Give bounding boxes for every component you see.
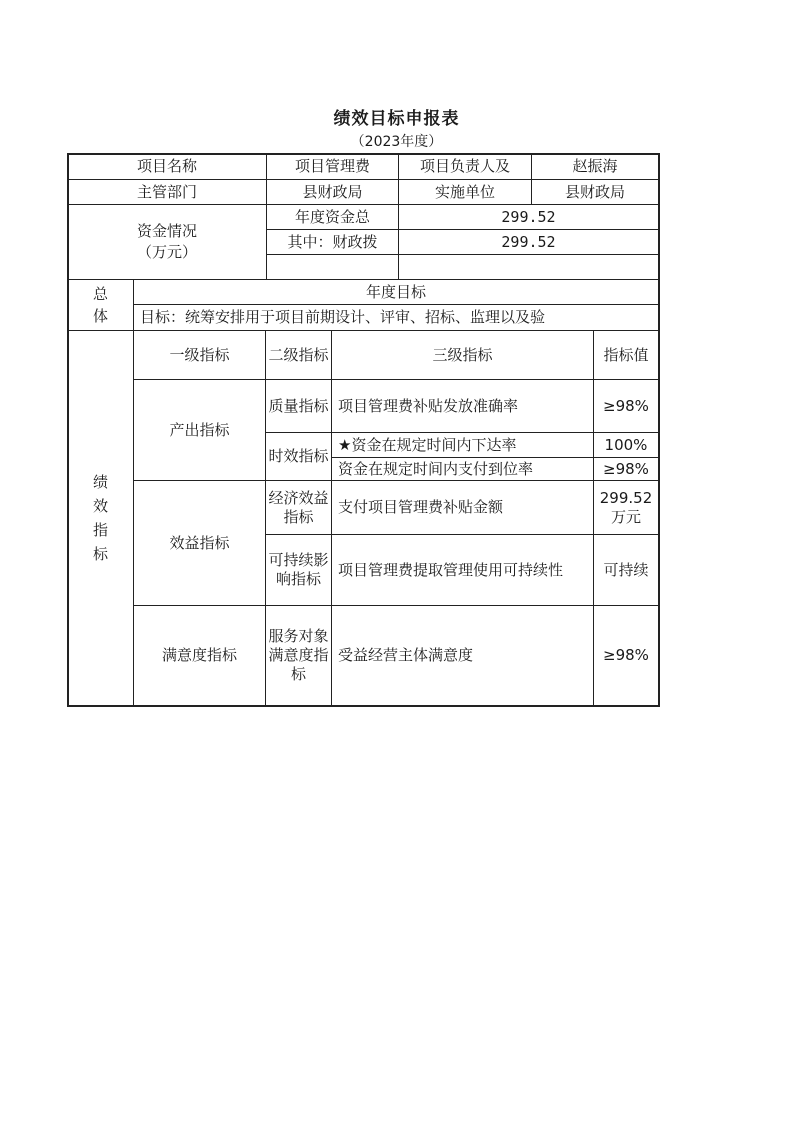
indicators-side-char: 绩 — [92, 473, 108, 491]
quality-indicator-value: ≥98% — [603, 396, 649, 415]
annual-goal-text: 目标：统筹安排用于项目前期设计、评审、招标、监理以及验 — [140, 308, 546, 326]
timeliness-indicator-label: 时效指标 — [268, 447, 329, 465]
level2-header: 二级指标 — [268, 345, 329, 364]
overall-side-label — [68, 280, 133, 330]
timeliness-value-1: 100% — [604, 435, 648, 454]
sustainability-indicator-value: 可持续 — [603, 560, 649, 579]
table-border-right — [658, 153, 660, 707]
economic-indicator-label: 经济效益指标 — [268, 488, 329, 526]
indicators-side-char: 效 — [92, 497, 108, 515]
fiscal-funds-value: 299.52 — [501, 232, 556, 251]
row-line — [266, 254, 660, 255]
page-title: 绩效目标申报表 — [333, 109, 460, 129]
annual-funds-label: 年度资金总 — [294, 207, 370, 226]
funds-label — [68, 205, 266, 279]
sustainability-indicator-label: 可持续影响指标 — [268, 551, 329, 588]
timeliness-value-2: ≥98% — [603, 459, 649, 478]
economic-indicator-item: 支付项目管理费补贴金额 — [338, 498, 504, 516]
indicators-side-label — [68, 331, 133, 705]
economic-indicator-value: 299.52万元 — [599, 488, 653, 526]
sustainability-indicator-item: 项目管理费提取管理使用可持续性 — [338, 560, 564, 579]
project-name-label: 项目名称 — [136, 157, 197, 175]
timeliness-item-1: ★资金在规定时间内下达率 — [338, 435, 517, 454]
satisfaction-indicator-item: 受益经营主体满意度 — [338, 646, 474, 664]
satisfaction-indicator-value: ≥98% — [603, 646, 649, 664]
quality-indicator-item: 项目管理费补贴发放准确率 — [338, 396, 519, 415]
page-subtitle-year: （2023年度） — [350, 134, 443, 150]
indicators-side-char: 标 — [92, 545, 108, 563]
overall-side-char: 体 — [92, 307, 108, 325]
satisfaction-indicator-label: 满意度指标 — [161, 646, 237, 664]
level3-header: 三级指标 — [432, 345, 493, 364]
table-border-bottom — [67, 705, 660, 707]
project-leader-label: 项目负责人及 — [419, 157, 510, 175]
annual-funds-value: 299.52 — [501, 207, 556, 226]
funds-label-line1: 资金情况 — [136, 222, 197, 240]
indicators-side-char: 指 — [92, 521, 108, 539]
service-satisfaction-label: 服务对象满意度指标 — [268, 627, 329, 683]
fiscal-funds-label: 其中：财政拨 — [287, 232, 378, 251]
overall-side-char: 总 — [92, 285, 108, 303]
col-line — [265, 330, 266, 707]
level1-header: 一级指标 — [169, 345, 230, 364]
annual-goal-header: 年度目标 — [365, 282, 426, 301]
implementer-label: 实施单位 — [434, 182, 495, 201]
department-value: 县财政局 — [302, 182, 363, 201]
timeliness-item-2: 资金在规定时间内支付到位率 — [338, 459, 534, 478]
department-label: 主管部门 — [136, 182, 197, 201]
project-leader-value: 赵振海 — [572, 157, 618, 175]
quality-indicator-label: 质量指标 — [268, 396, 329, 415]
benefit-indicator-label: 效益指标 — [169, 533, 230, 552]
implementer-value: 县财政局 — [564, 182, 625, 201]
funds-label-line2: （万元） — [136, 243, 197, 261]
value-header: 指标值 — [603, 345, 649, 364]
project-name-value: 项目管理费 — [294, 157, 370, 175]
output-indicator-label: 产出指标 — [169, 420, 230, 439]
